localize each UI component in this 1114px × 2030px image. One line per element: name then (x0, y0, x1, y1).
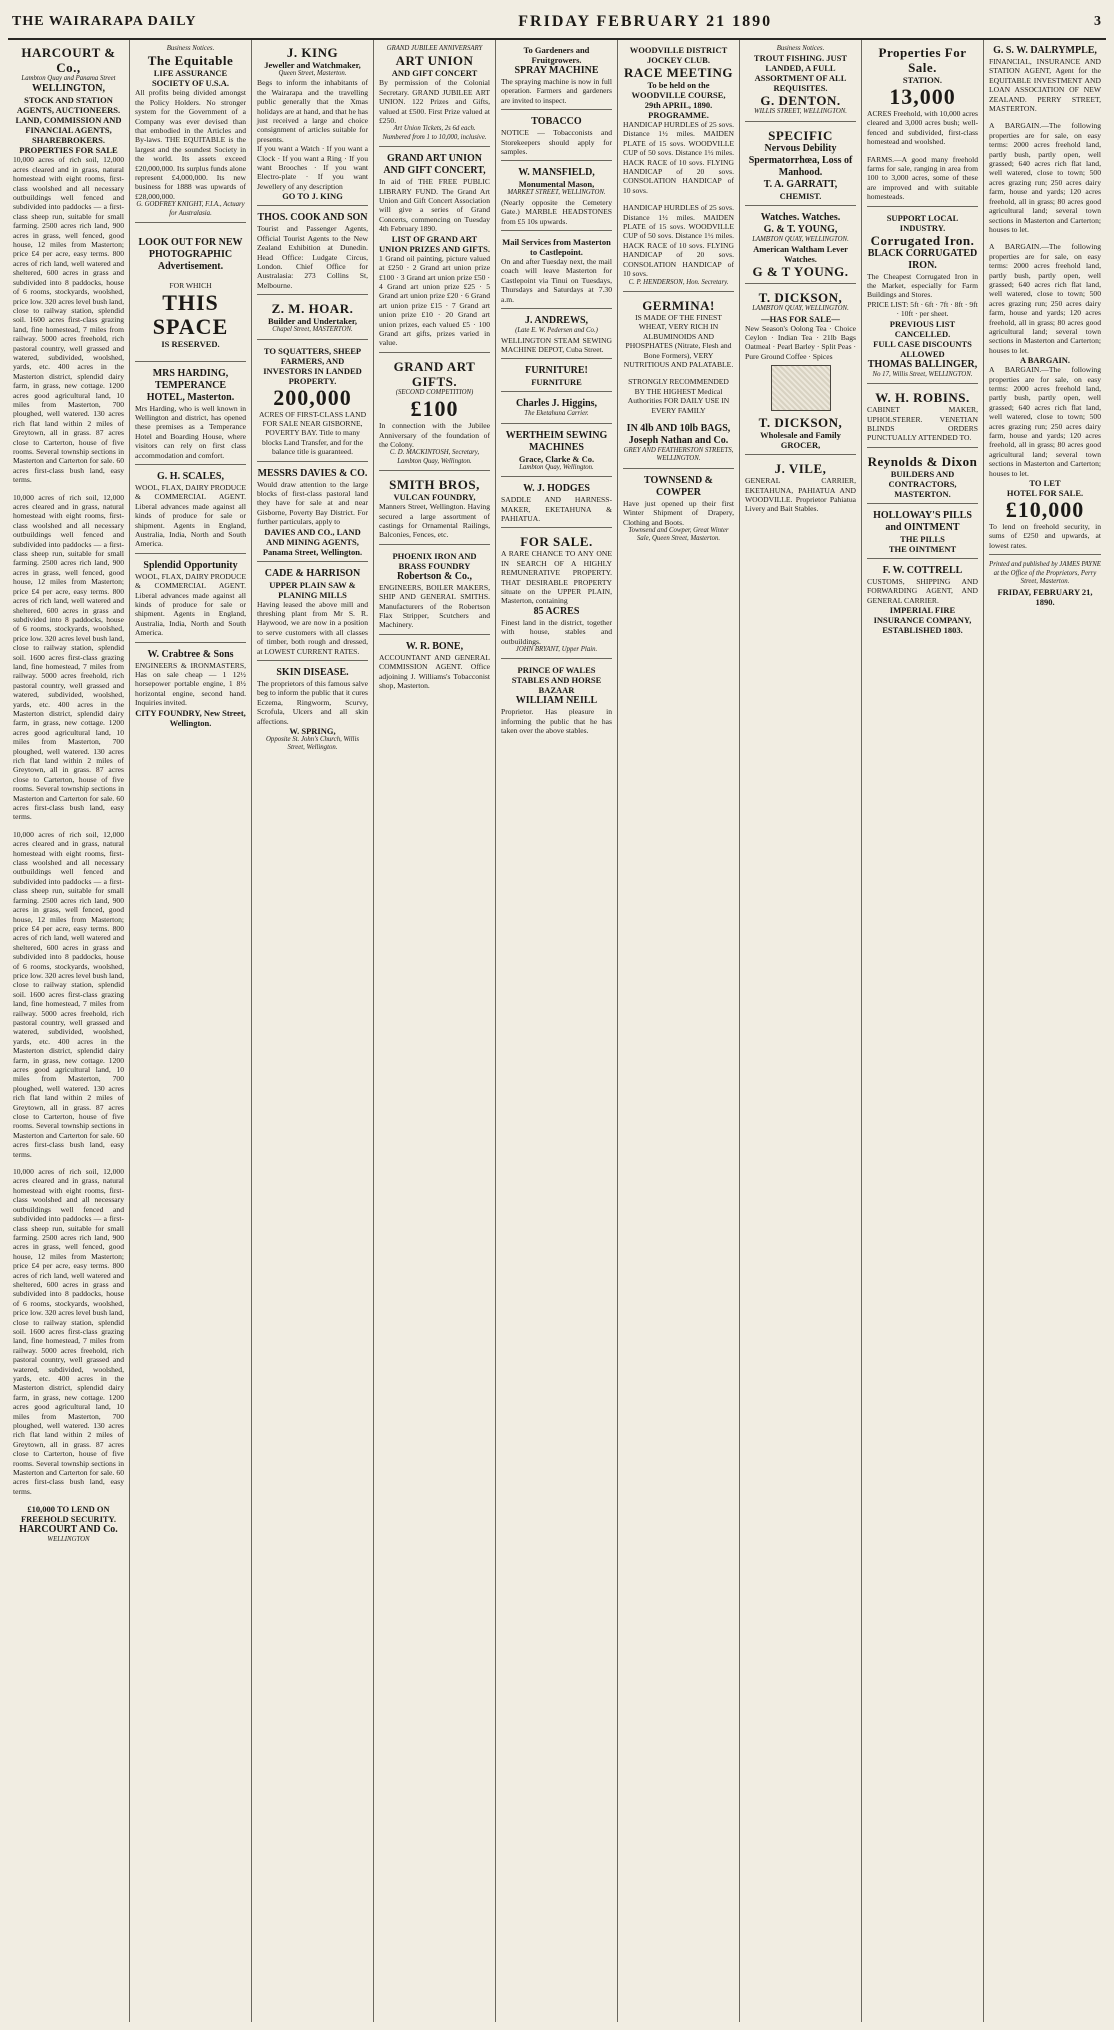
hotel-sale-title: HOTEL FOR SALE. (1006, 488, 1084, 499)
garratt-trade: CHEMIST. (779, 190, 822, 201)
art-gifts-title: GRAND ART GIFTS. (393, 358, 476, 389)
vile-body: GENERAL CARRIER, EKETAHUNA, PAHIATUA AND WOODVILLE. Proprietor Pahiatua Livery and Bait Stables. (745, 476, 856, 514)
previous-list-cancelled: PREVIOUS LIST CANCELLED. (889, 318, 956, 339)
bargain-title: A BARGAIN. (1019, 355, 1071, 366)
masthead-date: FRIDAY FEBRUARY 21 1890 (518, 13, 773, 30)
bone-advertisement (379, 638, 490, 695)
iron-subtitle: BLACK CORRUGATED IRON. (867, 247, 978, 271)
crabtree-title: W. Crabtree & Sons (147, 648, 234, 660)
for-sale-tail: Finest land in the district, together with house, stables and outbuildings. (501, 617, 612, 646)
race-meeting-subtitle: To be held on the WOODVILLE COURSE, 29th APRIL, 1890. (631, 80, 726, 110)
for-sale-acres: 85 ACRES (533, 605, 580, 617)
bone-title: W. R. BONE, (405, 640, 464, 652)
art-union-advertisement (379, 42, 490, 147)
art-gifts-body: In connection with the Jubilee Anniversary of the foundation of the Colony. (379, 421, 490, 449)
denton-address: WILLIS STREET, WELLINGTON. (753, 108, 848, 116)
crabtree-foundry: CITY FOUNDRY, New Street, Wellington. (135, 707, 246, 728)
skin-disease-title: SKIN DISEASE. (276, 667, 349, 679)
nathan-address: GREY AND FEATHERSTON STREETS, WELLINGTON. (623, 446, 734, 463)
iron-price-list: PRICE LIST: 5ft · 6ft · 7ft · 8ft · 9ft · 10ft · per sheet. (867, 299, 978, 319)
art-union-subtitle: AND GIFT CONCERT (391, 68, 478, 79)
race-meeting-advertisement (623, 42, 734, 292)
garratt-name: T. A. GARRATT, (763, 178, 838, 190)
equitable-title: The Equitable (147, 53, 234, 69)
masthead (8, 6, 1106, 40)
harcourt-trade: STOCK AND STATION AGENTS, AUCTIONEERS. (16, 95, 121, 116)
properties-list-title: PROPERTIES FOR SALE (19, 145, 118, 156)
wertheim-title: WERTHEIM SEWING MACHINES (505, 429, 608, 453)
masthead-page-number: 3 (1094, 14, 1102, 29)
properties-list-body-continued: 10,000 acres of rich soil, 12,000 acres cleared and in grass, natural homestead with eight rooms, first-class woolshed and all necessary outbuildings well fenced and subdivided into paddocks — a first-class sheep run, suitable for small farming. 2500 acres rich land, 900 acres in grass, well fenced, good house, 12 miles from Masterton; price £4 per acre, easy terms. 800 acres of rich land, well watered and sheltered, 600 acres in grass and subdivided into 8 paddocks, house of 6 rooms, stockyards, woolshed, price low. 320 acres level bush land, close to railway station, splendid soil. 1600 acres first-class grazing land, fine homestead, 7 miles from railway. 5000 acres freehold, rich pastoral country, well grassed and watered, subdivided, woolshed, yards, etc. 400 acres in the Masterton district, splendid dairy farm, in grass, new cottage. 1200 acres good agricultural land, 10 miles from Masterton, 700 ploughed, well watered. 130 acres rich flat land within 2 miles of Greytown, all in grass. 87 acres close to Carterton, house of five rooms. Several township sections in Masterton and Carterton for sale. 60 acres first-class bush land, easy terms. (13, 492, 124, 822)
programme-body-continued: HANDICAP HURDLES of 25 sovs. Distance 1½ miles. MAIDEN PLATE of 15 sovs. WOODVILLE CUP of 50 sovs. Distance 1½ miles. HACK RACE of 10 sovs. FLYING HANDICAP of 20 sovs. CONSOLATION HANDICAP of 10 sovs. (623, 203, 734, 279)
art-gifts-advertisement (379, 356, 490, 471)
mansfield-trade: Monumental Mason, (518, 179, 595, 190)
townsend-sign: Townsend and Cowper, Great Winter Sale, Queen Street, Masterton. (628, 527, 729, 543)
reserved-space-title: THIS SPACE (152, 289, 229, 339)
squatters-heading: TO SQUATTERS, SHEEP FARMERS, AND INVESTORS IN LANDED PROPERTY. (263, 345, 362, 386)
skin-disease-advertisement (257, 664, 368, 757)
grace-clarke-address: Lambton Quay, Wellington. (519, 463, 594, 471)
germina-title: GERMINA! (642, 297, 715, 313)
dalrymple-name: G. S. W. DALRYMPLE, (993, 45, 1097, 56)
furniture-advertisement (501, 362, 612, 392)
waltham-heading: American Waltham Lever Watches. (753, 244, 848, 265)
tobacco-title: TOBACCO (531, 116, 582, 128)
farms-body: FARMS.—A good many freehold farms for sale, ranging in area from 100 to 3,000 acres, some of these are improved and with suitable homesteads. (867, 154, 978, 202)
crabtree-body: ENGINEERS & IRONMASTERS, Has on sale cheap — 1 12½ horsepower portable engine, 1 8½ horizontal engine, second hand. Inquiries invited. (135, 660, 246, 708)
page-columns (8, 40, 1106, 2022)
vile-name: J. VILE, (774, 461, 827, 477)
column-6 (618, 40, 740, 2022)
full-case-discounts: FULL CASE DISCOUNTS ALLOWED (873, 338, 972, 359)
equitable-advertisement (135, 42, 246, 223)
furniture-title: FURNITURE! (525, 365, 588, 377)
reynolds-dixon-advertisement (867, 451, 978, 504)
ballinger-name: THOMAS BALLINGER, (867, 358, 978, 370)
harcourt-footer-firm: HARCOURT AND Co. (19, 1524, 118, 1536)
reserved-space-pre: FOR WHICH (169, 281, 212, 291)
properties-title: Properties For Sale. (878, 45, 967, 75)
holloway-ointment: THE OINTMENT (888, 543, 957, 554)
mail-services-advertisement (501, 234, 612, 309)
smith-bros-advertisement (379, 474, 490, 545)
reynolds-body: BUILDERS AND CONTRACTORS, MASTERTON. (888, 468, 957, 499)
cade-body: Having leased the above mill and threshing plant from Mr S. R. Haywood, we are now in a position to serve customers with all classes of timber, both rough and dressed, at LOWEST CURRENT RATES. (257, 599, 368, 656)
harding-hotel-body: Mrs Harding, who is well known in Wellington and district, has opened these premises as a Temperance Hotel and Boarding House, where visitors can rely on first class accommodation and comfort. (135, 403, 246, 460)
mansfield-advertisement (501, 164, 612, 231)
young-name: G. & T. YOUNG, (763, 223, 838, 235)
imprint-text: Printed and published by JAMES PAYNE at the Office of the Proprietors, Perry Street, Masterton. (989, 561, 1101, 586)
art-gifts-subtitle: (SECOND COMPETITION) (395, 388, 474, 396)
station-acres: 13,000 (889, 84, 956, 109)
germina-advertisement (623, 295, 734, 469)
ballinger-address: No 17, Willis Street, WELLINGTON. (872, 370, 973, 378)
dickson-list: New Season's Oolong Tea · Choice Ceylon · Indian Tea · 21lb Bags Oatmeal · Pearl Barley · Split Peas · Pure Ground Coffee · Spices (745, 323, 856, 361)
jockey-club-title: WOODVILLE DISTRICT JOCKEY CLUB. (629, 45, 728, 65)
business-notices-kicker-2: Business Notices. (776, 45, 825, 52)
smith-bros-subtitle: VULCAN FOUNDRY, (393, 492, 476, 503)
watches-advertisement (745, 209, 856, 284)
station-kicker: STATION. (902, 75, 943, 85)
properties-list-body: 10,000 acres of rich soil, 12,000 acres cleared and in grass, natural homestead with eight rooms, first-class woolshed and all necessary outbuildings well fenced and subdivided into paddocks — a first-class sheep run, suitable for small farming. 2500 acres rich land, 900 acres in grass, well fenced, good house, 12 miles from Masterton; price £4 per acre, easy terms. 800 acres of rich land, well watered and sheltered, 600 acres in grass and subdivided into 8 paddocks, house of 6 rooms, stockyards, woolshed, price low. 320 acres level bush land, close to railway station, splendid soil. 1600 acres first-class grazing land, fine homestead, 7 miles from railway. 5000 acres freehold, rich pastoral country, well grassed and watered, subdivided, woolshed, yards, etc. 400 acres in the Masterton district, splendid dairy farm, in grass, new cottage. 1200 acres good agricultural land, 10 miles from Masterton, 700 ploughed, well watered. 130 acres rich flat land within 2 miles of Greytown, all in grass. 87 acres close to Carterton, house of five rooms. Several township sections in Masterton and Carterton for sale. 60 acres first-class bush land, easy terms. (13, 155, 124, 485)
splendid-opportunity-title: Splendid Opportunity (143, 559, 238, 571)
cook-title: THOS. COOK AND SON (257, 212, 368, 224)
dalrymple-list-continued: A BARGAIN.—The following properties are for sale, on easy terms: 2000 acres freehold land, partly bush, partly open, well grassed; 640 acres rich flat land, well watered, close to town; 500 acres grazing run; 250 acres dairy farm, house and yards; 120 acres freehold, all in grass; 80 acres good agricultural land; several town sections in Masterton and Carterton; houses to let. (989, 242, 1101, 355)
dickson-name-2: T. DICKSON, (758, 415, 843, 431)
andrews-title: J. ANDREWS, (524, 315, 589, 327)
imprint (989, 558, 1101, 610)
photographic-advertisement (135, 226, 246, 361)
dalrymple-list: A BARGAIN.—The following properties are for sale, on easy terms: 2000 acres freehold land, partly bush, partly open, well grassed; 640 acres rich flat land, well watered, close to town; 500 acres grazing run; 250 acres dairy farm, house and yards; 120 acres freehold, all in grass; 80 acres good agricultural land; several town sections in Masterton and Carterton; houses to let. (989, 121, 1101, 234)
hodges-advertisement (501, 480, 612, 528)
cook-tourist-advertisement (257, 209, 368, 295)
andrews-subtitle: (Late E. W. Pedersen and Co.) (515, 327, 598, 335)
dickson-name: T. DICKSON, (758, 290, 843, 306)
column-3 (252, 40, 374, 2022)
davies-sign: DAVIES AND CO., LAND AND MINING AGENTS, Panama Street, Wellington. (262, 526, 363, 557)
king-address: Queen Street, Masterton. (278, 70, 347, 77)
grand-art-union-advertisement (379, 150, 490, 353)
crabtree-advertisement (135, 646, 246, 732)
hoar-trade: Builder and Undertaker, (267, 316, 358, 327)
saddle-illustration (771, 365, 831, 411)
spring-name: W. SPRING, (289, 726, 336, 737)
andrews-advertisement (501, 312, 612, 359)
art-union-tickets: Art Union Tickets, 2s 6d each. Numbered from 1 to 10,000, inclusive. (382, 125, 487, 141)
spray-body: The spraying machine is now in full operation. Farmers and gardeners are invited to inspect. (501, 77, 612, 105)
harding-hotel-title: MRS HARDING, TEMPERANCE HOTEL, Masterton. (146, 367, 235, 403)
skin-disease-body: The proprietors of this famous salve beg to inform the public that it cures Eczema, Ringworm, Scurvy, Scrofula, Ulcers and all skin affections. (257, 679, 368, 726)
harding-hotel-advertisement (135, 365, 246, 465)
column-1 (8, 40, 130, 2022)
scales-advertisement (135, 468, 246, 554)
robins-body: CABINET MAKER, UPHOLSTERER. VENETIAN BLINDS ORDERS PUNCTUALLY ATTENDED TO. (867, 405, 978, 443)
davies-body: Would draw attention to the large blocks of first-class pastoral land they have for sale at and near Gisborne, Poverty Bay District. For further particulars, apply to (257, 479, 368, 527)
prince-title: PRINCE OF WALES STABLES AND HORSE BAZAAR (511, 665, 602, 696)
cook-body: Tourist and Passenger Agents, Official Tourist Agents to the New Zealand Exhibition at Dunedin. Head Office: Ludgate Circus, London. Chief Office for Australasia: 273 Collins St, Melbourne. (257, 224, 368, 290)
for-sale-body: A RARE CHANCE TO ANY ONE IN SEARCH OF A HIGHLY REMUNERATIVE PROPERTY. THAT DESIRABLE PROPERTY situate on the UPPER PLAIN, Masterton, containing (501, 549, 612, 606)
squatters-acres: 200,000 (273, 384, 352, 410)
holloway-pills: THE PILLS (900, 533, 945, 544)
station-body: ACRES Freehold, with 10,000 acres cleared and 3,000 acres bush; well-fenced and subdivided, first-class homestead and woolshed. (867, 109, 978, 147)
holloway-title: HOLLOWAY'S PILLS and OINTMENT (873, 509, 972, 533)
germina-recommendation: STRONGLY RECOMMENDED BY THE HIGHEST Medical Authorities FOR DAILY USE IN EVERY FAMILY (627, 377, 730, 415)
trout-fishing-title: TROUT FISHING. JUST LANDED, A FULL ASSORTMENT OF ALL REQUISITES. (753, 53, 848, 94)
nervous-debility-heading: Nervous Debility Spermatorrhœa, Loss of Manhood. (748, 142, 853, 178)
robertson-title: Robertson & Co., (397, 570, 472, 582)
for-sale-advertisement (501, 531, 612, 659)
masthead-title: THE WAIRARAPA DAILY (12, 14, 197, 29)
higgins-trade: The Eketahuna Carrier. (524, 410, 589, 418)
king-jeweller-advertisement (257, 42, 368, 206)
harcourt-footer-city: WELLINGTON (47, 1536, 90, 1544)
prince-of-wales-stables-advertisement (501, 662, 612, 739)
watches-title: Watches. Watches. (760, 211, 841, 223)
properties-list-body-continued-2: 10,000 acres of rich soil, 12,000 acres cleared and in grass, natural homestead with eight rooms, first-class woolshed and all necessary outbuildings well fenced and subdivided into paddocks — a first-class sheep run, suitable for small farming. 2500 acres rich land, 900 acres in grass, well fenced, good house, 12 miles from Masterton; price £4 per acre, easy terms. 800 acres of rich land, well watered and sheltered, 600 acres in grass and subdivided into 8 paddocks, house of 6 rooms, stockyards, woolshed, price low. 320 acres level bush land, close to railway station, splendid soil. 1600 acres first-class grazing land, fine homestead, 7 miles from railway. 5000 acres freehold, rich pastoral country, well grassed and watered, subdivided, woolshed, yards, etc. 400 acres in the Masterton district, splendid dairy farm, in grass, new cottage. 1200 acres good agricultural land, 10 miles from Masterton, 700 ploughed, well watered. 130 acres rich flat land within 2 miles of Greytown, all in grass. 87 acres close to Carterton, house of five rooms. Several township sections in Masterton and Carterton for sale. 60 acres first-class bush land, easy terms. (13, 829, 124, 1159)
furniture-title-2: FURNITURE (531, 377, 582, 388)
smith-bros-body: Manners Street, Wellington. Having secured a large assortment of castings for Ornamental Railings, Balconies, Fences, etc. (379, 502, 490, 540)
race-meeting-title: RACE MEETING (624, 65, 733, 80)
prize-list: 1 Grand oil painting, picture valued at £250 · 2 Grand art union prize £100 · 3 Grand art union prize £50 · 4 Grand art union prize £25 · 5 Grand art union prize £20 · 6 Grand art union prize £15 · 7 Grand art union prize £10 · 20 Grand art union prizes, each valued £5 · 100 Grand art gifts, prizes varied in value. (379, 253, 490, 348)
hodges-title: W. J. HODGES (523, 483, 590, 495)
king-trade: Jeweller and Watchmaker, (264, 60, 361, 70)
grace-clarke-title: Grace, Clarke & Co. (518, 453, 595, 464)
dickson-for-sale: —HAS FOR SALE— (761, 313, 840, 324)
cade-harrison-advertisement (257, 565, 368, 661)
holloway-advertisement (867, 507, 978, 559)
equitable-subtitle: LIFE ASSURANCE SOCIETY OF U.S.A. (151, 68, 230, 89)
harcourt-firm-name: HARCOURT & Co., (21, 45, 116, 75)
squatters-body: ACRES OF FIRST-CLASS LAND FOR SALE NEAR GISBORNE, POVERTY BAY. Title to many blocks Land Transfer, and for the balance title is guaranteed. (258, 409, 367, 457)
king-body: Begs to inform the inhabitants of the Wairarapa and the travelling public generally that the Xmas holidays are at hand, and that he has just received a large and choice consignment of articles suitable for presents. (257, 78, 368, 144)
reynolds-title: Reynolds & Dixon (867, 453, 978, 469)
harcourt-address: Lambton Quay and Panama Street (21, 75, 116, 82)
iron-body: The Cheapest Corrugated Iron in the Market, especially for Farm Buildings and Stores. (867, 271, 978, 300)
harcourt-advertisement (13, 42, 124, 1549)
mail-body: On and after Tuesday next, the mail coach will leave Masterton for Castlepoint via Tinui on Tuesdays, Thursdays and Saturdays at 7.30 a.m. (501, 257, 612, 304)
dalrymple-list-continued-2: A BARGAIN.—The following properties are for sale, on easy terms: 2000 acres freehold land, partly bush, partly open, well grassed; 640 acres rich flat land, well watered, close to town; 500 acres grazing run; 250 acres dairy farm, house and yards; 120 acres freehold, all in grass; 80 acres good agricultural land; several town sections in Masterton and Carterton; houses to let. (989, 365, 1101, 478)
germina-packing: IN 4lb AND 10lb BAGS, (626, 422, 731, 434)
scales-title: G. H. SCALES, (157, 470, 224, 482)
mansfield-body: (Nearly opposite the Cemetery Gate.) MARBLE HEADSTONES from £5 10s upwards. (501, 197, 612, 226)
prize-list-title: LIST OF GRAND ART UNION PRIZES AND GIFTS. (379, 233, 490, 254)
hodges-trade: SADDLE AND HARNESS-MAKER, EKETAHUNA & PAHIATUA. (501, 495, 612, 523)
iron-title: Corrugated Iron. (870, 232, 975, 248)
specific-advertisement (745, 125, 856, 206)
townsend-cowper-advertisement (623, 472, 734, 548)
column-9 (984, 40, 1106, 2022)
dickson-advertisement (745, 287, 856, 455)
davies-title: MESSRS DAVIES & CO. (257, 467, 368, 479)
grand-art-union-title: GRAND ART UNION AND GIFT CONCERT, (383, 153, 486, 177)
art-union-title: ART UNION (395, 53, 474, 69)
bone-body: ACCOUNTANT AND GENERAL COMMISSION AGENT. Office adjoining J. Williams's Tobacconist shop, Masterton. (379, 652, 490, 691)
young-address: LAMBTON QUAY, WELLINGTON. (752, 235, 849, 243)
higgins-advertisement (501, 395, 612, 423)
robertson-body: ENGINEERS, BOILER MAKERS, SHIP AND GENERAL SMITHS. Manufacturers of the Robertson Flax Stripper, Scutchers and Machinery. (379, 582, 490, 630)
vile-advertisement (745, 458, 856, 518)
robins-advertisement (867, 387, 978, 448)
cottrell-body: CUSTOMS, SHIPPING AND FORWARDING AGENT, AND GENERAL CARRIER. (867, 576, 978, 605)
hoar-advertisement (257, 298, 368, 339)
art-union-kicker: GRAND JUBILEE ANNIVERSARY (386, 45, 483, 52)
tobacco-advertisement (501, 113, 612, 161)
spray-kicker: To Gardeners and Fruitgrowers. (523, 45, 590, 65)
phoenix-title: PHOENIX IRON AND BRASS FOUNDRY (392, 550, 477, 571)
andrews-body: WELLINGTON STEAM SEWING MACHINE DEPOT, Cuba Street. (501, 335, 612, 354)
cottrell-name: F. W. COTTRELL (882, 564, 963, 576)
business-notices-kicker: Business Notices. (166, 45, 215, 52)
corrugated-iron-advertisement (867, 210, 978, 384)
young-name-2: G & T YOUNG. (752, 264, 849, 280)
lend-amount: £10,000 (1005, 497, 1085, 523)
trout-fishing-advertisement (745, 42, 856, 122)
mail-title: Mail Services from Masterton to Castlepoint. (502, 237, 611, 258)
for-sale-title: FOR SALE. (520, 534, 593, 550)
column-8 (862, 40, 984, 2022)
cade-trade: UPPER PLAIN SAW & PLANING MILLS (269, 579, 356, 600)
davies-advertisement (257, 465, 368, 562)
scales-body: WOOL, FLAX, DAIRY PRODUCE & COMMERCIAL AGENT. Liberal advances made against all kinds of produce for sale or shipment. Agents in England, Australia, India, North and South America. (135, 482, 246, 549)
king-name: J. KING (286, 45, 339, 60)
equitable-body: All profits being divided amongst the Policy Holders. No stronger system for the Government of a Company was ever devised than that embodied in the Articles and By-laws. THE EQUITABLE is the largest and the soundest Society in the world. Its assets exceed £20,000,000. Its surplus funds alone represent £4,000,000. Its new business for 1888 was upwards of £28,000,000. (135, 88, 246, 201)
spray-title: SPRAY MACHINE (514, 65, 599, 76)
king-go-to: GO TO J. KING (282, 191, 343, 202)
smith-bros-title: SMITH BROS, (389, 477, 480, 493)
townsend-body: Have just opened up their first Winter Shipment of Drapery, Clothing and Boots. (623, 498, 734, 527)
mansfield-name: W. MANSFIELD, (518, 167, 595, 179)
specific-title: SPECIFIC (768, 127, 833, 143)
hoar-name: Z. M. HOAR. (271, 301, 354, 317)
programme-body: HANDICAP HURDLES of 25 sovs. Distance 1½ miles. MAIDEN PLATE of 15 sovs. WOODVILLE CUP of 50 sovs. Distance 1½ miles. HACK RACE of 10 sovs. FLYING HANDICAP of 20 sovs. CONSOLATION HANDICAP of 10 sovs. (623, 120, 734, 195)
germina-body: IS MADE OF THE FINEST WHEAT, VERY RICH IN ALBUMINOIDS AND PHOSPHATES (Nitrate, Flesh and Bone Formers), VERY NUTRITIOUS AND PALATABLE. (623, 312, 734, 369)
art-union-body: By permission of the Colonial Secretary. GRAND JUBILEE ART UNION. 122 Prizes and Gifts, valued at £500. First Prize valued at £250. (379, 78, 490, 126)
properties-for-sale-advertisement (867, 42, 978, 207)
for-sale-owner: JOHN BRYANT, Upper Plain. (515, 646, 598, 653)
harcourt-city: WELLINGTON, (32, 83, 105, 95)
spray-machine-advertisement (501, 42, 612, 110)
properties-list-body-continued-3: 10,000 acres of rich soil, 12,000 acres cleared and in grass, natural homestead with eight rooms, first-class woolshed and all necessary outbuildings well fenced and subdivided into paddocks — a first-class sheep run, suitable for small farming. 2500 acres rich land, 900 acres in grass, well fenced, good house, 12 miles from Masterton; price £4 per acre, easy terms. 800 acres of rich land, well watered and sheltered, 600 acres in grass and subdivided into 8 paddocks, house of 6 rooms, stockyards, woolshed, price low. 320 acres level bush land, close to railway station, splendid soil. 1600 acres first-class grazing land, fine homestead, 7 miles from railway. 5000 acres freehold, rich pastoral country, well grassed and watered, subdivided, woolshed, yards, etc. 400 acres in the Masterton district, splendid dairy farm, in grass, new cottage. 1200 acres good agricultural land, 10 miles from Masterton, 700 ploughed, well watered. 130 acres rich flat land within 2 miles of Greytown, all in grass. 87 acres close to Carterton, house of five rooms. Several township sections in Masterton and Carterton for sale. 60 acres first-class bush land, easy terms. (13, 1167, 124, 1496)
squatters-advertisement (257, 343, 368, 462)
phoenix-foundry-advertisement (379, 548, 490, 635)
dickson-address: LAMBTON QUAY, WELLINGTON. (752, 305, 849, 313)
spring-address: Opposite St. John's Church, Willis Street, Wellington. (266, 736, 359, 752)
neill-body: Proprietor. Has pleasure in informing the public that he has taken over the above stables. (501, 707, 612, 736)
cade-title: CADE & HARRISON (264, 567, 361, 579)
art-gifts-secretary: C. D. MACKINTOSH, Secretary, Lambton Quay, Wellington. (389, 449, 480, 465)
race-secretary: C. P. HENDERSON, Hon. Secretary. (628, 278, 729, 286)
nathan-title: Joseph Nathan and Co. (628, 434, 729, 446)
higgins-title: Charles J. Higgins, (515, 398, 598, 410)
column-5 (496, 40, 618, 2022)
imprint-date: FRIDAY, FEBRUARY 21, 1890. (997, 586, 1093, 607)
mansfield-address: MARKET STREET, WELLINGTON. (507, 189, 606, 197)
equitable-agent: G. GODFREY KNIGHT, F.I.A., Actuary for Australasia. (136, 201, 245, 217)
column-4 (374, 40, 496, 2022)
denton-name: G. DENTON. (760, 93, 841, 109)
dalrymple-body: FINANCIAL, INSURANCE AND STATION AGENT, Agent for the EQUITABLE INVESTMENT AND LOAN ASSOCIATION OF NEW ZEALAND. PERRY STREET, MASTERTON. (989, 57, 1101, 114)
programme-title: PROGRAMME. (648, 110, 709, 120)
robins-name: W. H. ROBINS. (875, 390, 970, 406)
hoar-address: Chapel Street, MASTERTON. (272, 326, 353, 334)
splendid-opportunity-body: WOOL, FLAX, DAIRY PRODUCE & COMMERCIAL AGENT. Liberal advances made against all kinds of produce for sale or shipment. Agents in England, Australia, India, North and South America. (135, 571, 246, 638)
harcourt-heading: LAND, COMMISSION AND FINANCIAL AGENTS, SHAREBROKERS. (15, 115, 122, 146)
splendid-opportunity-advertisement (135, 557, 246, 643)
art-gifts-amount: £100 (410, 396, 459, 422)
support-local-industry: SUPPORT LOCAL INDUSTRY. (886, 212, 959, 233)
photographic-lookout: LOOK OUT FOR NEW PHOTOGRAPHIC Advertisement. (138, 237, 243, 273)
king-wants-list: If you want a Watch · If you want a Clock · If you want a Ring · If you want Brooches · If you want Electro-plate · If you want Jewellery of any description (257, 144, 368, 191)
wertheim-advertisement (501, 427, 612, 477)
cottrell-advertisement (867, 562, 978, 639)
reserved-space-post: IS RESERVED. (161, 338, 220, 349)
neill-name: WILLIAM NEILL (515, 695, 598, 707)
to-let-title: TO LET (1029, 478, 1061, 489)
grand-art-union-body: In aid of THE FREE PUBLIC LIBRARY FUND. The Grand Art Union and Gift Concert Association will give a series of Grand Concerts, commencing on Tuesday 4th February 1890. (379, 177, 490, 234)
column-2 (130, 40, 252, 2022)
townsend-title: TOWNSEND & COWPER (644, 474, 713, 498)
lend-body: To lend on freehold security, in sums of £250 and upwards, at lowest rates. (989, 522, 1101, 550)
dalrymple-advertisement (989, 42, 1101, 555)
column-7 (740, 40, 862, 2022)
imperial-insurance: IMPERIAL FIRE INSURANCE COMPANY, ESTABLISHED 1803. (873, 604, 972, 635)
harcourt-lend-notice: £10,000 TO LEND ON FREEHOLD SECURITY. (20, 1504, 117, 1525)
tobacco-body: NOTICE — Tobacconists and Storekeepers should apply for samples. (501, 128, 612, 157)
dickson-grocer: Wholesale and Family GROCER, (760, 430, 841, 451)
